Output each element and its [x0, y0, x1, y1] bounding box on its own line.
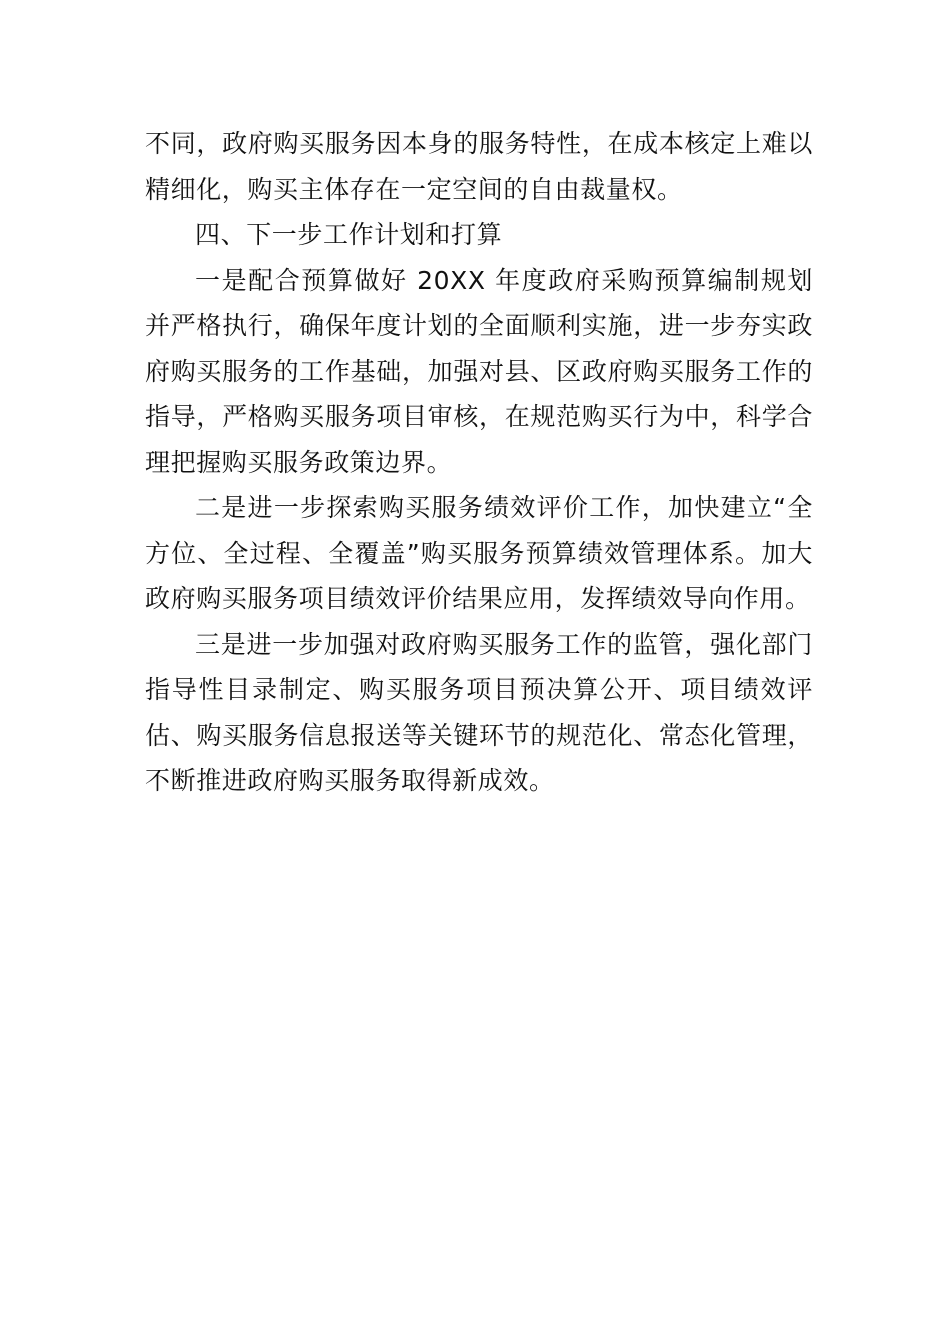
document-body [145, 121, 813, 804]
section-heading-next-steps: 四、下一步工作计划和打算 [195, 220, 503, 249]
paragraph-plan-one: 一是配合预算做好 20XX 年度政府采购预算编制规划并严格执行，确保年度计划的全面顺利实施，进一步夯实政府购买服务的工作基础，加强对县、区政府购买服务工作的指导，严格购买服务项目审核，在规范购买行为中，科学合理把握购买服务政策边界。 [145, 265, 813, 477]
paragraph-continuation: 不同，政府购买服务因本身的服务特性，在成本核定上难以精细化，购买主体存在一定空间的自由裁量权。 [145, 129, 813, 204]
paragraph-plan-three: 三是进一步加强对政府购买服务工作的监管，强化部门指导性目录制定、购买服务项目预决算公开、项目绩效评估、购买服务信息报送等关键环节的规范化、常态化管理，不断推进政府购买服务取得新成效。 [145, 629, 813, 795]
paragraph-plan-two: 二是进一步探索购买服务绩效评价工作，加快建立“全方位、全过程、全覆盖”购买服务预算绩效管理体系。加大政府购买服务项目绩效评价结果应用，发挥绩效导向作用。 [145, 493, 813, 613]
